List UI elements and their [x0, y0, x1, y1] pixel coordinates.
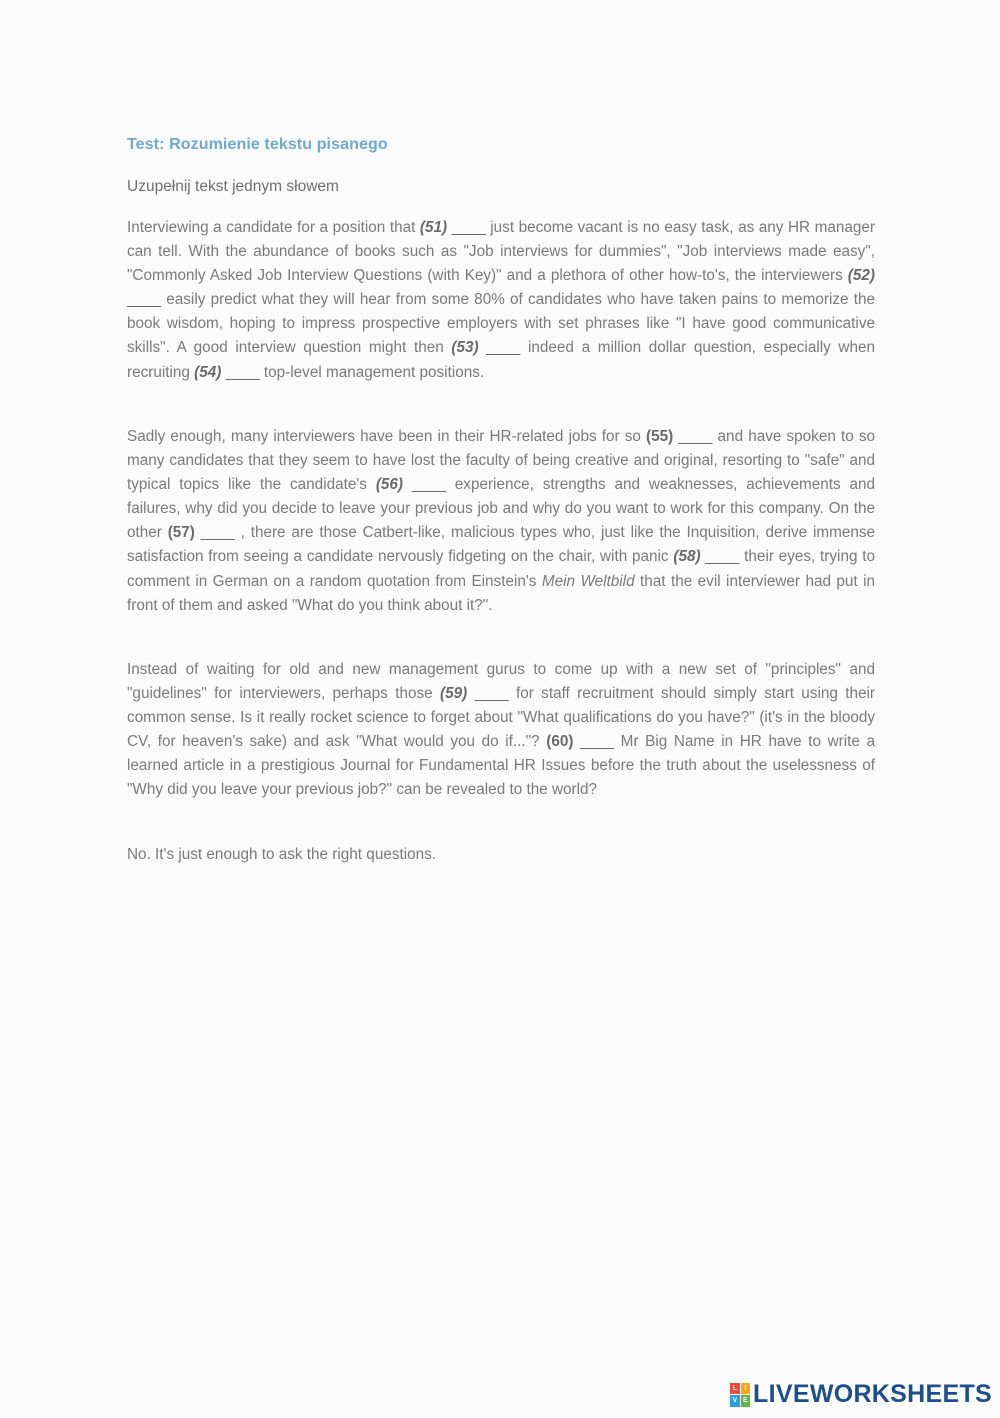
- brand-name: LIVEWORKSHEETS: [753, 1380, 992, 1408]
- gap-number-60: (60): [546, 733, 574, 751]
- instruction-text: Uzupełnij tekst jednym słowem: [127, 178, 339, 195]
- paragraph-4: No. It's just enough to ask the right questions.: [127, 846, 437, 863]
- gap-60[interactable]: ____: [580, 733, 615, 751]
- gap-number-57: (57): [167, 524, 195, 542]
- gap-52[interactable]: ____: [127, 291, 162, 309]
- gap-number-55: (55): [646, 428, 674, 445]
- liveworksheets-logo-icon: L I V E: [730, 1383, 750, 1407]
- gap-57[interactable]: ____: [200, 524, 235, 542]
- gap-58[interactable]: ____: [705, 548, 740, 566]
- gap-number-56: (56): [375, 476, 404, 494]
- gap-59[interactable]: ____: [474, 685, 509, 703]
- book-title: Mein Weltbild: [541, 572, 635, 590]
- gap-number-53: (53): [451, 339, 479, 357]
- gap-number-54: (54): [194, 363, 222, 381]
- gap-53[interactable]: ____: [486, 339, 521, 357]
- gap-55[interactable]: ____: [678, 428, 713, 445]
- gap-number-51: (51): [419, 219, 448, 236]
- paragraph-1: Interviewing a candidate for a position that (51) ____ just become vacant is no easy task, as any HR manager can tell. With the abundance of books such as "Job interviews for dummies", "Job interviews made easy", "Commonly Asked Job Interview Questions (with Key)" and a plethora of other how-to's, the interviewers (52) ____ easily predict what they will hear from some 80% of candidates who have taken pains to memorize the book wisdom, hoping to impress prospective employers with set phrases like "I have good communicative skills". A good interview question might then (53) ____ indeed a million dollar question, especially when recruiting (54) ____ top-level management positions.: [127, 219, 876, 381]
- gap-number-58: (58): [673, 548, 701, 566]
- paragraph-3: Instead of waiting for old and new management gurus to come up with a new set of "principles" and "guidelines" for interviewers, perhaps those (59) ____ for staff recruitment should simply start using their common sense. Is it really rocket science to forget about "What qualifications do you have?" (it's in the bloody CV, for heaven's sake) and ask "What would you do if..."? (60) ____ Mr Big Name in HR have to write a learned article in a prestigious Journal for Fundamental HR Issues before the truth about the uselessness of "Why did you leave your previous job?" can be revealed to the world?: [127, 661, 875, 799]
- gap-number-52: (52): [847, 267, 875, 285]
- gap-number-59: (59): [439, 685, 468, 703]
- page-title: Test: Rozumienie tekstu pisanego: [127, 136, 388, 153]
- liveworksheets-footer: [730, 1380, 992, 1409]
- gap-54[interactable]: ____: [225, 363, 260, 381]
- gap-51[interactable]: ____: [451, 219, 486, 236]
- paragraph-2: Sadly enough, many interviewers have been in their HR-related jobs for so (55) ____ and have spoken to so many candidates that they seem to have lost the faculty of being creative and original, resorting to "safe" and typical topics like the candidate's (56) ____ experience, strengths and weaknesses, achievements and failures, why did you decide to leave your previous job and why do you want to work for this company. On the other (57) ____ , there are those Catbert-like, malicious types who, just like the Inquisition, derive immense satisfaction from seeing a candidate nervously fidgeting on the chair, with panic (58) ____ their eyes, trying to comment in German on a random quotation from Einstein's Mein Weltbild that the evil interviewer had put in front of them and asked "What do you think about it?".: [127, 428, 876, 614]
- gap-56[interactable]: ____: [411, 476, 446, 494]
